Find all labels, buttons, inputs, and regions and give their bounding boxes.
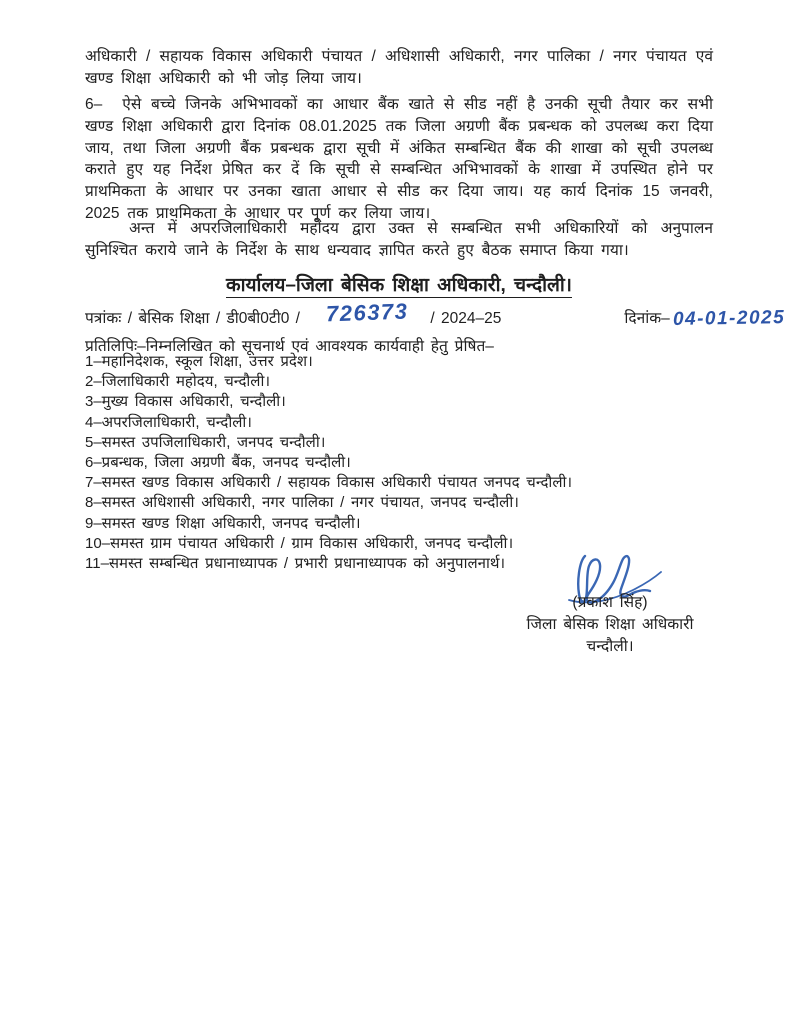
signature-block [445,550,775,658]
office-heading [85,271,713,297]
office-heading-text: कार्यालय–जिला बेसिक शिक्षा अधिकारी, चन्दौली। [225,275,572,296]
recipient-item: 5–समस्त उपजिलाधिकारी, जनपद चन्दौली। [85,433,326,451]
copy-to-heading: प्रतिलिपिः–निम्नलिखित को सूचनार्थ एवं आवश्यक कार्यवाही हेतु प्रेषित– [85,338,494,355]
recipient-item: 6–प्रबन्धक, जिला अग्रणी बैंक, जनपद चन्दौली। [85,454,351,472]
recipient-item: 9–समस्त खण्ड शिक्षा अधिकारी, जनपद चन्दौली। [85,514,361,532]
recipient-item: 10–समस्त ग्राम पंचायत अधिकारी / ग्राम विकास अधिकारी, जनपद चन्दौली। [85,534,514,552]
point-6-text: ऐसे बच्चे जिनके अभिभावकों का आधार बैंक खाते से सीड नहीं है उनकी सूची तैयार कर सभी खण्ड शिक्षा अधिकारी द्वारा दिनांक 08.01.2025 तक जिला अग्रणी बैंक प्रबन्धक को उपलब्ध करा दिया जाय, तथा जिला अग्रणी बैंक प्रबन्धक द्वारा सूची में अंकित सम्बन्धित बैंक की शाखा को सूची उपलब्ध कराते हुए यह निर्देश प्रेषित कर दें कि सूची से सम्बन्धित अभिभावकों के शाखा में उपस्थित होने पर प्राथमिकता के आधार पर उनका खाता आधार से सीड कर दिया जाय। यह कार्य दिनांक 15 जनवरी, 2025 तक प्राथमिकता के आधार पर पूर्ण कर लिया जाय। [85,96,713,222]
closing-paragraph: अन्त में अपरजिलाधिकारी महोदय द्वारा उक्त से सम्बन्धित सभी अधिकारियों को अनुपालन सुनिश्चित कराये जाने के निर्देश के साथ धन्यवाद ज्ञापित करते हुए बैठक समाप्त किया गया। [85,220,713,259]
recipient-item: 4–अपरजिलाधिकारी, चन्दौली। [85,413,252,431]
signatory-place: चन्दौली। [586,638,634,655]
date-label: दिनांक– [624,310,670,327]
signatory-designation: जिला बेसिक शिक्षा अधिकारी [526,616,694,633]
recipient-item: 8–समस्त अधिशासी अधिकारी, नगर पालिका / नगर पंचायत, जनपद चन्दौली। [85,494,519,512]
recipient-item: 1–महानिदेशक, स्कूल शिक्षा, उत्तर प्रदेश। [85,353,313,370]
paragraph-continuation: अधिकारी / सहायक विकास अधिकारी पंचायत / अधिशासी अधिकारी, नगर पालिका / नगर पंचायत एवं खण्ड शिक्षा अधिकारी को भी जोड़ लिया जाय। [85,48,713,87]
point-6-number: 6– [85,96,103,113]
letter-number-handwritten: 726373 [325,298,409,327]
recipient-item: 3–मुख्य विकास अधिकारी, चन्दौली। [85,393,286,411]
recipient-item: 11–समस्त सम्बन्धित प्रधानाध्यापक / प्रभारी प्रधानाध्यापक को अनुपालनार्थ। [85,555,506,573]
recipient-item: 2–जिलाधिकारी महोदय, चन्दौली। [85,373,271,391]
signatory-name: (प्रकाश सिंह) [572,594,648,611]
recipient-item: 7–समस्त खण्ड विकास अधिकारी / सहायक विकास अधिकारी पंचायत जनपद चन्दौली। [85,474,573,492]
date-handwritten: 04-01-2025 [672,307,786,330]
letter-year-suffix: / 2024–25 [430,310,502,327]
reference-line [85,298,786,330]
recipient-list [85,352,725,574]
point-6 [85,94,713,225]
letter-number-label: पत्रांकः / बेसिक शिक्षा / डी0बी0टी0 / [85,310,300,327]
